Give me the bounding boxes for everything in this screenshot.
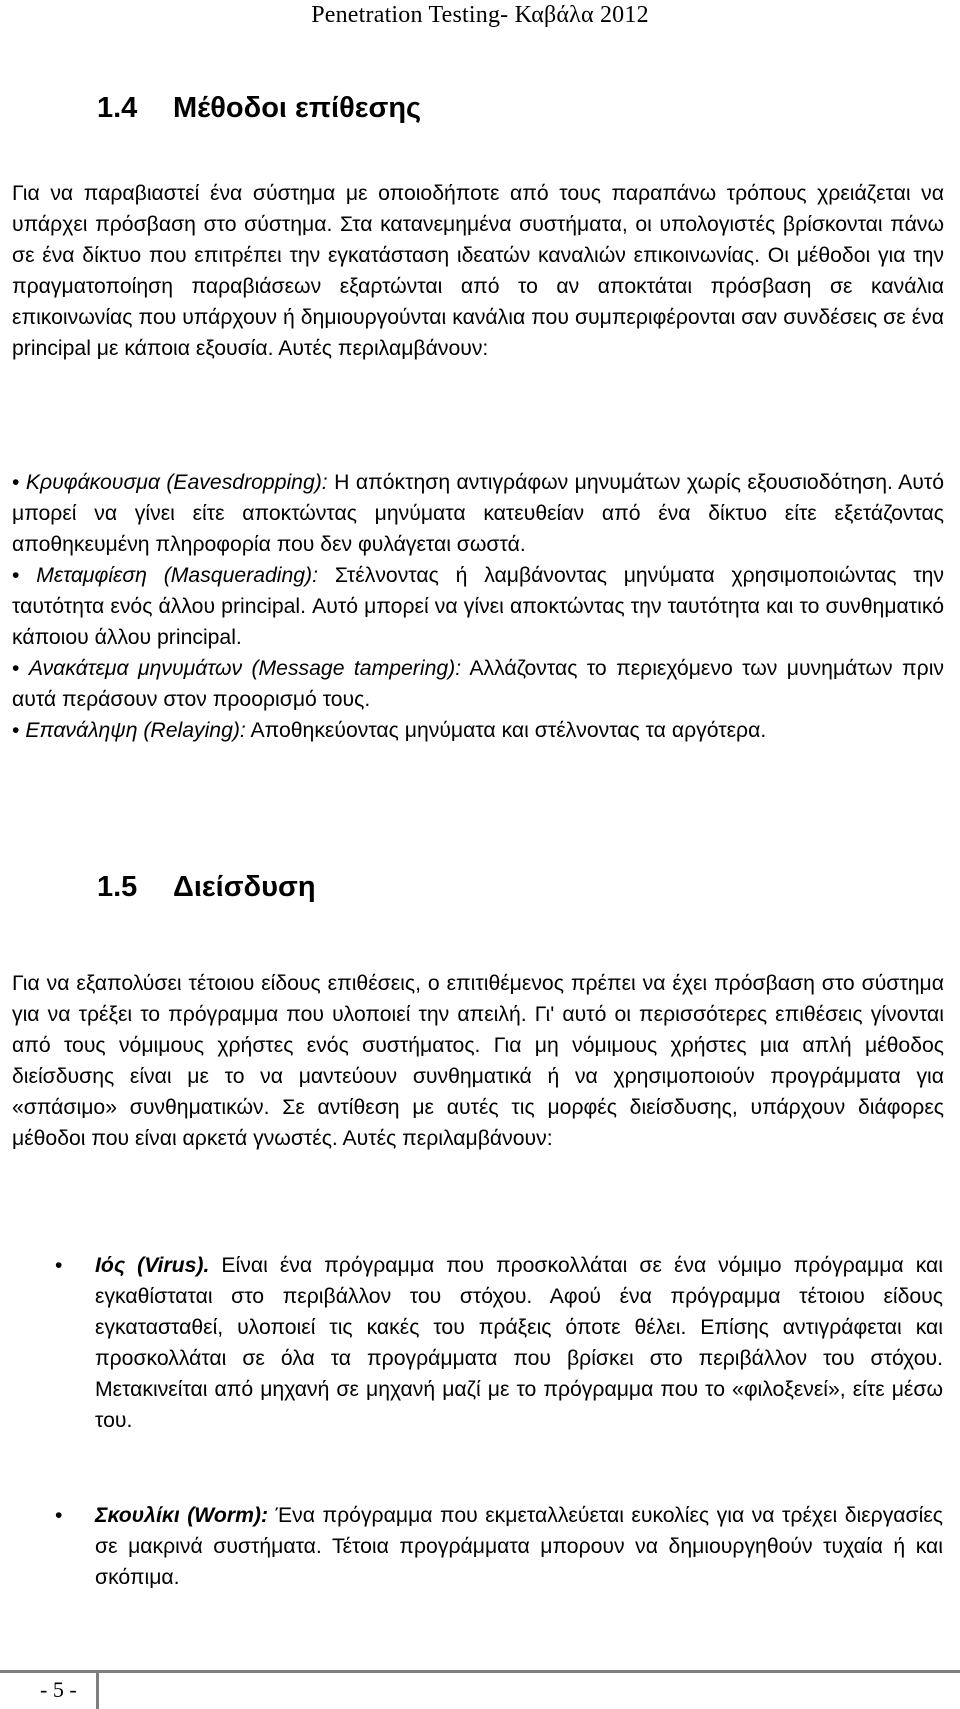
attack-methods-list <box>12 467 944 746</box>
section-number: 1.5 <box>97 871 138 903</box>
item-term: Ανακάτεμα μηνυμάτων (Message tampering): <box>28 657 462 680</box>
list-item <box>12 560 944 653</box>
paragraph: Για να εξαπολύσει τέτοιου είδους επιθέσεις, ο επιτιθέμενος πρέπει να έχει πρόσβαση στο σύστημα για να τρέξει το πρόγραμμα που υλοποιεί την απειλή. Γι' αυτό οι περισσότερες επιθέσεις γίνονται από τους νόμιμους χρήστες ενός συστήματος. Για μη νόμιμους χρήστες μια απλή μέθοδος διείσδυσης είναι με το να μαντεύουν συνθηματικά ή να χρησιμοποιούν προγράμματα για «σπάσιμο» συνθηματικών. Σε αντίθεση με αυτές τις μορφές διείσδυσης, υπάρχουν διάφορες μέθοδοι που είναι αρκετά γνωστές. Αυτές περιλαμβάνουν: <box>12 972 944 1150</box>
bullet: • <box>55 1504 63 1527</box>
paragraph: Για να παραβιαστεί ένα σύστημα με οποιοδήποτε από τους παραπάνω τρόπους χρειάζεται να υπάρχει πρόσβαση στο σύστημα. Στα κατανεμημένα συστήματα, οι υπολογιστές βρίσκονται πάνω σε ένα δίκτυο που επιτρέπει την εγκατάσταση ιδεατών καναλιών επικοινωνίας. Οι μέθοδοι για την πραγματοποίηση παραβιάσεων εξαρτώνται από το αν αποκτάται πρόσβαση σε κανάλια επικοινωνίας που υπάρχουν ή δημιουργούνται κανάλια που συμπεριφέρονται σαν συνδέσεις σε ένα principal με κάποια εξουσία. Αυτές περιλαμβάνουν: <box>12 182 944 360</box>
page-number: - 5 - <box>40 1677 77 1702</box>
item-text: Ένα πρόγραμμα που εκμεταλλεύεται ευκολίες για να τρέχει διεργασίες σε μακρινά συστήματα. Τέτοια προγράμματα μπορουν να δημιουργηθούν τυχαία ή και σκόπιμα. <box>95 1504 943 1589</box>
list-item <box>12 467 944 560</box>
item-text: Είναι ένα πρόγραμμα που προσκολλάται σε ένα νόμιμο πρόγραμμα και εγκαθίσταται στο περιβάλλον του στόχου. Αφού ένα πρόγραμμα τέτοιου είδους εγκατασταθεί, υλοποιεί τις κακές του πράξεις όποτε θέλει. Επίσης αντιγράφεται και προσκολλάται σε όλα τα προγράμματα που βρίσκει στο περιβάλλον του στόχου. Μετακινείται από μηχανή σε μηχανή μαζί με το πρόγραμμα που το «φιλοξενεί», είτε μέσω του. <box>95 1254 943 1432</box>
list-item <box>55 1500 943 1593</box>
section-number: 1.4 <box>97 92 138 124</box>
bullet: • <box>12 657 20 680</box>
running-header: Penetration Testing- Καβάλα 2012 <box>311 2 649 28</box>
bullet: • <box>12 719 20 742</box>
item-text: Στέλνοντας ή λαμβάνοντας μηνύματα χρησιμοποιώντας την ταυτότητα ενός άλλου principal. Αυτό μπορεί να γίνει αποκτώντας την ταυτότητα και το συνθηματικό κάποιου άλλου principal. <box>12 564 944 649</box>
list-item <box>55 1250 943 1436</box>
item-term: Ιός (Virus). <box>95 1254 210 1277</box>
item-term: Σκουλίκι (Worm): <box>95 1504 269 1527</box>
section-heading-1-5 <box>97 871 316 904</box>
section-1-5-intro <box>12 968 944 1154</box>
section-title: Μέθοδοι επίθεσης <box>173 92 422 124</box>
section-heading-1-4 <box>97 92 421 125</box>
list-item <box>12 715 944 746</box>
bullet: • <box>12 471 20 494</box>
footer-divider <box>96 1670 99 1709</box>
bullet: • <box>12 564 20 587</box>
item-text: Αλλάζοντας το περιεχόμενο των μυνημάτων πριν αυτά περάσουν στον προορισμό τους. <box>12 657 944 711</box>
list-item <box>12 653 944 715</box>
section-1-4-intro <box>12 178 944 364</box>
item-term: Κρυφάκουσμα (Eavesdropping): <box>25 471 328 494</box>
item-term: Επανάληψη (Relaying): <box>25 719 246 742</box>
malware-list <box>55 1250 943 1436</box>
section-title: Διείσδυση <box>173 871 316 903</box>
bullet: • <box>55 1254 63 1277</box>
malware-list-2 <box>55 1500 943 1593</box>
item-text: Αποθηκεύοντας μηνύματα και στέλνοντας τα αργότερα. <box>245 719 767 742</box>
item-text: Η απόκτηση αντιγράφων μηνυμάτων χωρίς εξουσιοδότηση. Αυτό μπορεί να γίνει είτε αποκτώντας μηνύματα κατευθείαν από ένα δίκτυο είτε εξετάζοντας αποθηκευμένη πληροφορία που δεν φυλάγεται σωστά. <box>12 471 945 556</box>
footer-rule <box>0 1670 960 1673</box>
item-term: Μεταμφίεση (Masquerading): <box>36 564 318 587</box>
